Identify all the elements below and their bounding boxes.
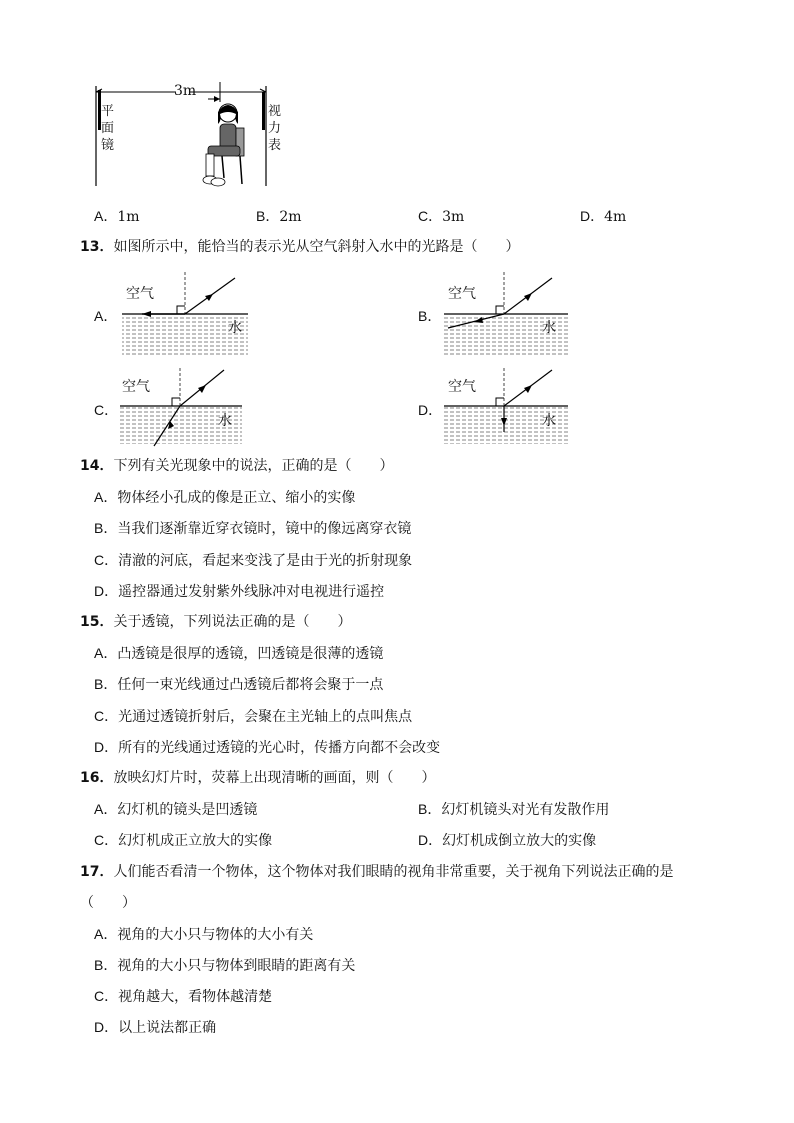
q15-option-c-letter: C．	[94, 708, 119, 724]
q13-diagram-d-letter: D．	[418, 402, 443, 418]
q15-option-b-letter: B．	[94, 676, 118, 692]
q13-diagram-a-water-label: 水	[228, 320, 242, 336]
q12-option-c-letter: C．	[418, 208, 443, 224]
q15-stem	[80, 613, 351, 631]
q16-stem	[80, 769, 435, 787]
q16-option-c-text: 幻灯机成正立放大的实像	[118, 833, 273, 849]
q14-option-a	[94, 488, 355, 507]
distance-label: 3m	[174, 83, 197, 99]
q15-option-c	[94, 707, 412, 726]
q17-option-d	[94, 1018, 216, 1037]
q16-option-a-letter: A．	[94, 801, 118, 817]
q17-stem-continuation: （ ）	[80, 895, 136, 911]
q15-option-b-text: 任何一束光线通过凸透镜后都将会聚于一点	[117, 677, 384, 693]
q17-number: 17．	[80, 864, 114, 880]
q13-stem-text: 如图所示中，能恰当的表示光从空气斜射入水中的光路是（ ）	[113, 239, 520, 255]
q17-option-c-letter: C．	[94, 988, 119, 1004]
q15-option-d-text: 所有的光线通过透镜的光心时，传播方向都不会改变	[118, 740, 441, 756]
q13-diagram-a-air-label: 空气	[126, 286, 154, 302]
q17-option-a-letter: A．	[94, 926, 118, 942]
q13-diagram-b-air-label: 空气	[448, 286, 476, 302]
q16-option-a-text: 幻灯机的镜头是凹透镜	[117, 802, 258, 818]
q17-option-a	[94, 925, 313, 944]
q15-option-b	[94, 675, 383, 694]
q17-option-b-text: 视角的大小只与物体到眼睛的距离有关	[117, 958, 356, 974]
q14-option-a-letter: A．	[94, 489, 118, 505]
q12-option-a-letter: A．	[94, 208, 118, 224]
q16-option-a	[94, 800, 257, 819]
q16-stem-text: 放映幻灯片时，荧幕上出现清晰的画面，则（ ）	[113, 770, 436, 786]
q15-number: 15．	[80, 614, 114, 630]
q17-option-d-text: 以上说法都正确	[118, 1020, 217, 1036]
mirror-label: 平面镜	[101, 104, 115, 153]
q12-option-b-letter: B．	[256, 208, 280, 224]
q12-option-c	[418, 207, 464, 226]
q15-option-a-text: 凸透镜是很厚的透镜，凹透镜是很薄的透镜	[117, 646, 384, 662]
q15-option-d	[94, 738, 440, 757]
q14-stem	[80, 457, 393, 475]
q14-option-d-letter: D．	[94, 583, 119, 599]
q14-option-b	[94, 519, 411, 538]
q12-option-d-letter: D．	[580, 208, 605, 224]
q17-option-a-text: 视角的大小只与物体的大小有关	[117, 927, 314, 943]
q14-option-c-letter: C．	[94, 552, 119, 568]
q14-option-b-text: 当我们逐渐靠近穿衣镜时，镜中的像远离穿衣镜	[117, 521, 412, 537]
q14-option-d-text: 遥控器通过发射紫外线脉冲对电视进行遥控	[118, 584, 385, 600]
q12-option-b	[256, 207, 302, 226]
q13-stem	[80, 238, 519, 256]
q12-option-c-text: 3m	[442, 209, 465, 225]
q15-option-a-letter: A．	[94, 645, 118, 661]
q15-option-d-letter: D．	[94, 739, 119, 755]
q16-option-c	[94, 831, 272, 850]
q16-number: 16．	[80, 770, 114, 786]
q16-option-b	[418, 800, 609, 819]
q13-diagram-d-water-label: 水	[542, 413, 556, 429]
q13-diagram-a-letter: A．	[94, 308, 118, 324]
q14-option-c-text: 清澈的河底，看起来变浅了是由于光的折射现象	[118, 553, 413, 569]
q14-number: 14．	[80, 458, 114, 474]
q13-diagram-c-water-label: 水	[218, 413, 232, 429]
q13-diagram-d-air-label: 空气	[448, 379, 476, 395]
q12-option-a	[94, 207, 140, 226]
q12-option-a-text: 1m	[117, 209, 140, 225]
q14-option-d	[94, 582, 384, 601]
q17-stem	[80, 863, 673, 881]
q14-option-c	[94, 551, 412, 570]
q16-option-b-text: 幻灯机镜头对光有发散作用	[441, 802, 610, 818]
q17-option-c	[94, 987, 272, 1006]
q16-option-b-letter: B．	[418, 801, 442, 817]
q17-stem-text: 人们能否看清一个物体，这个物体对我们眼睛的视角非常重要，关于视角下列说法正确的是	[113, 864, 674, 880]
q13-diagram-c-letter: C．	[94, 402, 119, 418]
q17-option-b-letter: B．	[94, 957, 118, 973]
q13-diagram-c-air-label: 空气	[122, 379, 150, 395]
q13-number: 13．	[80, 239, 114, 255]
q16-option-c-letter: C．	[94, 832, 119, 848]
q16-option-d-letter: D．	[418, 832, 443, 848]
q14-stem-text: 下列有关光现象中的说法，正确的是（ ）	[113, 458, 394, 474]
q14-option-b-letter: B．	[94, 520, 118, 536]
eye-chart-label: 视力表	[268, 104, 282, 153]
q17-option-b	[94, 956, 355, 975]
q15-stem-text: 关于透镜，下列说法正确的是（ ）	[113, 614, 352, 630]
q12-option-d-text: 4m	[604, 209, 627, 225]
q12-option-b-text: 2m	[279, 209, 302, 225]
q16-option-d-text: 幻灯机成倒立放大的实像	[442, 833, 597, 849]
q17-option-d-letter: D．	[94, 1019, 119, 1035]
q13-diagram-b-water-label: 水	[542, 320, 556, 336]
q16-option-d	[418, 831, 596, 850]
q14-option-a-text: 物体经小孔成的像是正立、缩小的实像	[117, 490, 356, 506]
q17-option-c-text: 视角越大，看物体越清楚	[118, 989, 273, 1005]
q12-option-d	[580, 207, 626, 226]
q13-diagram-b-letter: B．	[418, 308, 442, 324]
q15-option-a	[94, 644, 383, 663]
q15-option-c-text: 光通过透镜折射后，会聚在主光轴上的点叫焦点	[118, 709, 413, 725]
